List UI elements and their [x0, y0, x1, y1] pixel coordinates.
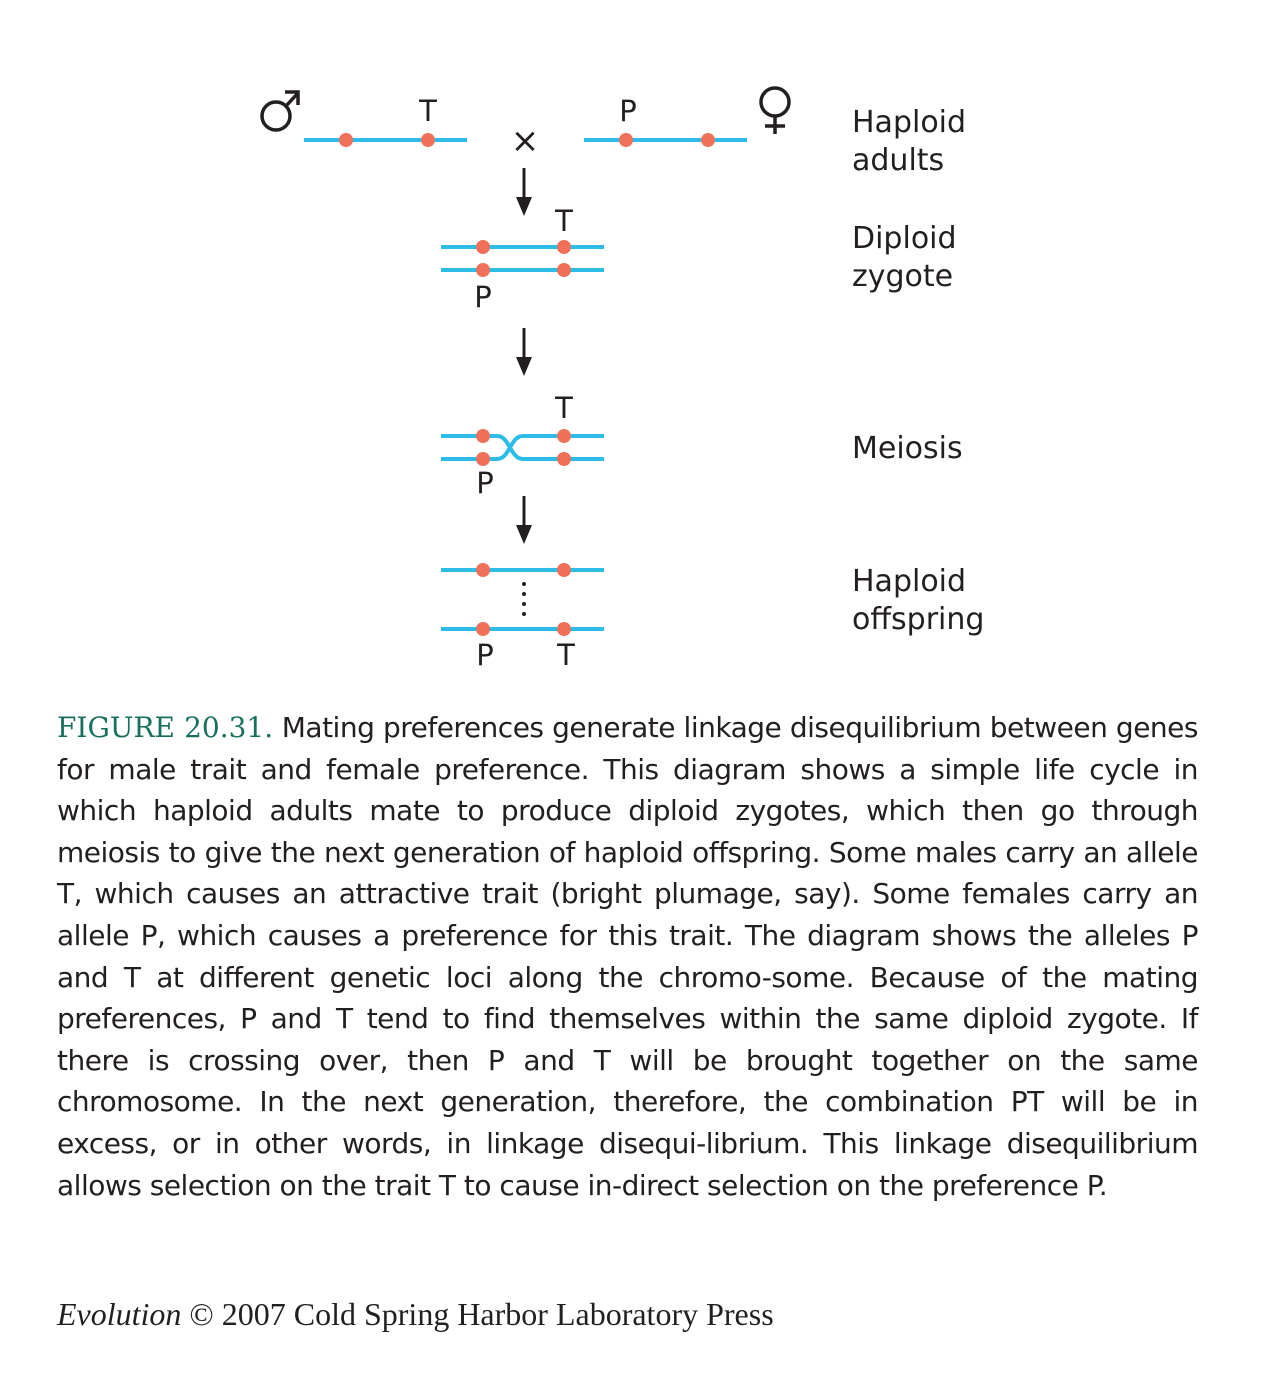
meiosis-locus-t	[557, 429, 571, 443]
credit-text: © 2007 Cold Spring Harbor Laboratory Press	[181, 1296, 774, 1332]
male-locus-t	[421, 133, 435, 147]
offspring-locus-p	[476, 622, 490, 636]
arrow-2	[516, 328, 532, 376]
arrow-3	[516, 496, 532, 544]
zygote-locus-t	[557, 240, 571, 254]
offspring-locus-t	[557, 622, 571, 636]
meiosis-allele-p-label: P	[476, 466, 494, 500]
female-allele-p-label: P	[619, 94, 637, 128]
stage-line: Meiosis	[852, 431, 963, 466]
meiosis-locus-p	[476, 452, 490, 466]
arrow-1	[516, 168, 532, 216]
male-locus-1	[339, 133, 353, 147]
male-symbol-icon	[262, 92, 298, 130]
meiosis-allele-t-label: T	[555, 391, 573, 425]
female-locus-p	[619, 133, 633, 147]
offspring-locus	[557, 563, 571, 577]
meiosis-locus	[476, 429, 490, 443]
book-title: Evolution	[57, 1296, 182, 1332]
zygote-locus	[476, 240, 490, 254]
stage-line: adults	[852, 143, 945, 178]
stage-line: Diploid	[852, 221, 957, 256]
meiosis-locus	[557, 452, 571, 466]
offspring-locus	[476, 563, 490, 577]
stage-line: Haploid	[852, 105, 967, 140]
stage-line: offspring	[852, 602, 985, 637]
offspring-allele-t-label: T	[557, 638, 575, 672]
stage-line: Haploid	[852, 564, 967, 599]
female-locus-2	[701, 133, 715, 147]
publisher-credit	[57, 1296, 774, 1333]
stage-line: zygote	[852, 259, 954, 294]
zygote-allele-p-label: P	[474, 280, 492, 314]
zygote-locus-p	[476, 263, 490, 277]
figure-label: FIGURE 20.31.	[57, 711, 274, 744]
male-allele-t-label: T	[419, 94, 437, 128]
meiosis-chromosomes	[441, 436, 604, 459]
stage-label-diploid-zygote	[852, 221, 966, 294]
ellipsis-dots	[522, 582, 526, 616]
female-symbol-icon	[761, 88, 789, 134]
zygote-locus	[557, 263, 571, 277]
stage-label-meiosis	[852, 431, 963, 466]
stage-label-haploid-offspring	[852, 564, 984, 637]
stage-label-haploid-adults	[852, 105, 976, 178]
zygote-allele-t-label: T	[555, 204, 573, 238]
offspring-allele-p-label: P	[476, 638, 494, 672]
cross-symbol: ×	[510, 121, 540, 161]
figure-caption	[57, 707, 1198, 1206]
caption-text: Mating preferences generate linkage disequilibrium between genes for male trait and female preference. This diagram shows a simple life cycle in which haploid adults mate to produce diploid zygotes, which then go through meiosis to give the next generation of haploid offspring. Some males carry an allele T, which causes an attractive trait (bright plumage, say). Some females carry an allele P, which causes a preference for this trait. The diagram shows the alleles P and T at different genetic loci along the chromo-some. Because of the mating preferences, P and T tend to find themselves within the same diploid zygote. If there is crossing over, then P and T will be brought together on the same chromosome. In the next generation, therefore, the combination PT will be in excess, or in other words, in linkage disequi-librium. This linkage disequilibrium allows selection on the trait T to cause in-direct selection on the preference P.	[57, 711, 1198, 1202]
